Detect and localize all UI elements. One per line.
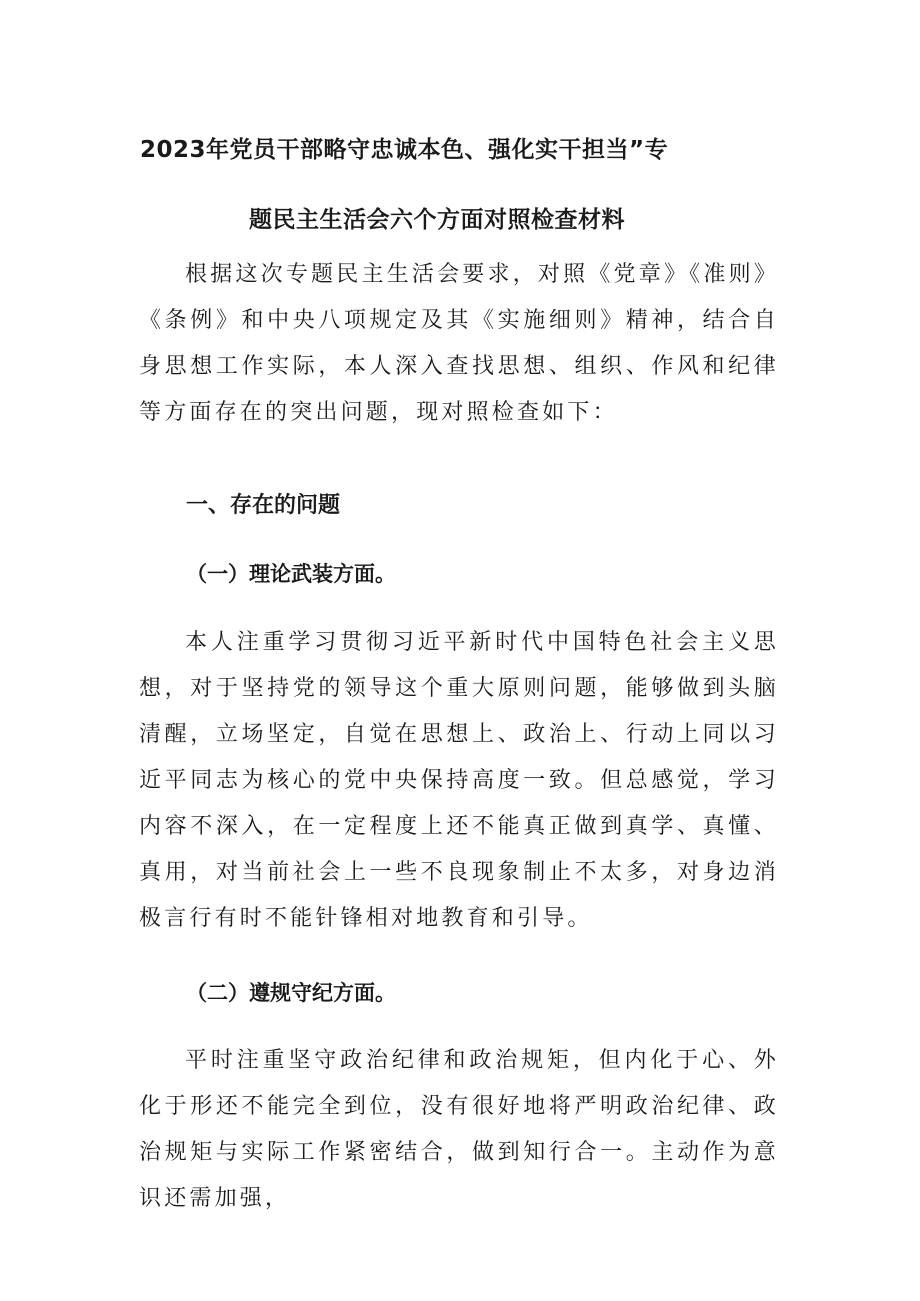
document-title-line-1: 2023年党员干部略守忠诚本色、强化实干担当”专 xyxy=(140,137,669,163)
intro-paragraph: 根据这次专题民主生活会要求，对照《党章》《准则》《条例》和中央八项规定及其《实施细则》精神，结合自身思想工作实际，本人深入查找思想、组织、作风和纪律等方面存在的突出问题，现对照检查如下： xyxy=(139,262,779,425)
document-title-line-2: 题民主生活会六个方面对照检查材料 xyxy=(249,207,625,233)
subsection-heading-theory: （一）理论武装方面。 xyxy=(186,562,396,586)
subsection-heading-discipline: （二）遵规守纪方面。 xyxy=(186,981,396,1005)
discipline-paragraph: 平时注重坚守政治纪律和政治规矩，但内化于心、外化于形还不能完全到位，没有很好地将严明政治纪律、政治规矩与实际工作紧密结合，做到知行合一。主动作为意识还需加强， xyxy=(139,1048,779,1211)
section-heading-problems: 一、存在的问题 xyxy=(186,493,341,518)
theory-paragraph: 本人注重学习贯彻习近平新时代中国特色社会主义思想，对于坚持党的领导这个重大原则问题，能够做到头脑清醒，立场坚定，自觉在思想上、政治上、行动上同以习近平同志为核心的党中央保持高度一致。但总感觉，学习内容不深入，在一定程度上还不能真正做到真学、真懂、真用，对当前社会上一些不良现象制止不太多，对身边消极言行有时不能针锋相对地教育和引导。 xyxy=(139,630,779,931)
